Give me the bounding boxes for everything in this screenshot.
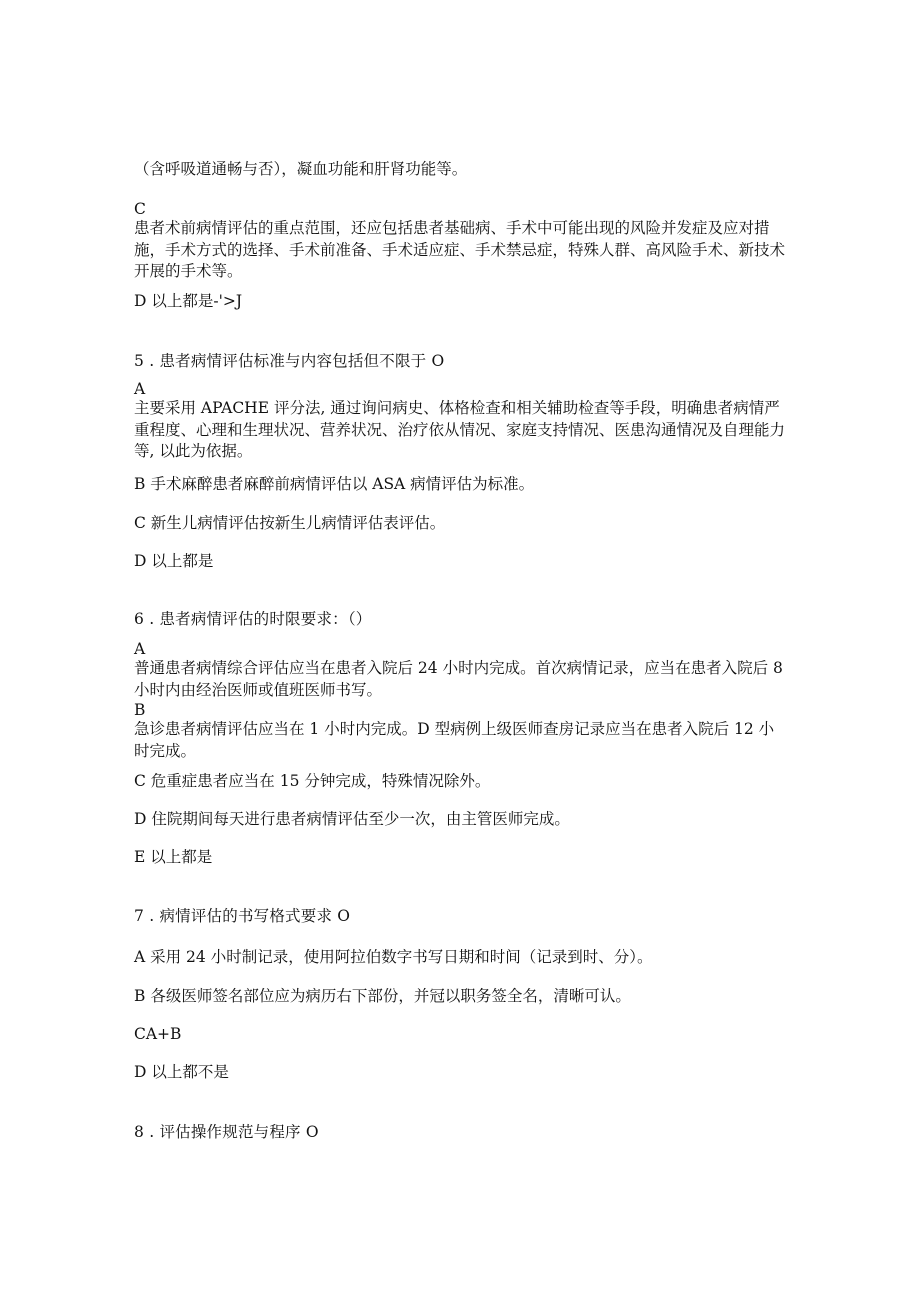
- q5-option-a-label: A: [134, 380, 146, 398]
- q4-option-c-text: 患者术前病情评估的重点范围，还应包括患者基础病、手术中可能出现的风险并发症及应对措施，手术方式的选择、手术前准备、手术适应症、手术禁忌症，特殊人群、高风险手术、新技术开展的手术等。: [134, 219, 786, 280]
- q8-title: 8 . 评估操作规范与程序 O: [134, 1123, 319, 1141]
- q4-option-d: D 以上都是-'>J: [134, 292, 243, 310]
- q5-option-b: B 手术麻醉患者麻醉前病情评估以 ASA 病情评估为标准。: [134, 475, 535, 493]
- q5-option-a-text: 主要采用 APACHE 评分法, 通过询问病史、体格检查和相关辅助检查等手段，明确患者病情严重程度、心理和生理状况、营养状况、治疗依从情况、家庭支持情况、医患沟通情况及自理能力等, 以此为依据。: [134, 399, 786, 460]
- q6-option-d: D 住院期间每天进行患者病情评估至少一次，由主管医师完成。: [134, 810, 570, 828]
- q5-option-d: D 以上都是: [134, 552, 214, 570]
- q7-option-d: D 以上都不是: [134, 1063, 229, 1081]
- q4-option-c-label: C: [134, 200, 146, 218]
- q7-option-c: CA+B: [134, 1025, 182, 1043]
- q6-option-e: E 以上都是: [134, 848, 213, 866]
- q6-option-b-label: B: [134, 701, 146, 719]
- q5-option-c: C 新生儿病情评估按新生儿病情评估表评估。: [134, 514, 446, 532]
- q6-title: 6 . 患者病情评估的时限要求：（）: [134, 610, 372, 628]
- q6-option-a-label: A: [134, 640, 146, 658]
- q7-title: 7 . 病情评估的书写格式要求 O: [134, 907, 351, 925]
- q4-continuation-line: （含呼吸道通畅与否），凝血功能和肝肾功能等。: [134, 160, 468, 178]
- q6-option-b-text: 急诊患者病情评估应当在 1 小时内完成。D 型病例上级医师查房记录应当在患者入院后 12 小时完成。: [134, 720, 775, 760]
- q7-option-b: B 各级医师签名部位应为病历右下部份，并冠以职务签全名，清晰可认。: [134, 987, 631, 1005]
- q5-title: 5 . 患者病情评估标准与内容包括但不限于 O: [134, 352, 445, 370]
- q6-option-a-text: 普通患者病情综合评估应当在患者入院后 24 小时内完成。首次病情记录，应当在患者入院后 8 小时内由经治医师或值班医师书写。: [134, 659, 783, 699]
- q7-option-a: A 采用 24 小时制记录，使用阿拉伯数字书写日期和时间（记录到时、分）。: [134, 948, 653, 966]
- q6-option-c: C 危重症患者应当在 15 分钟完成，特殊情况除外。: [134, 772, 491, 790]
